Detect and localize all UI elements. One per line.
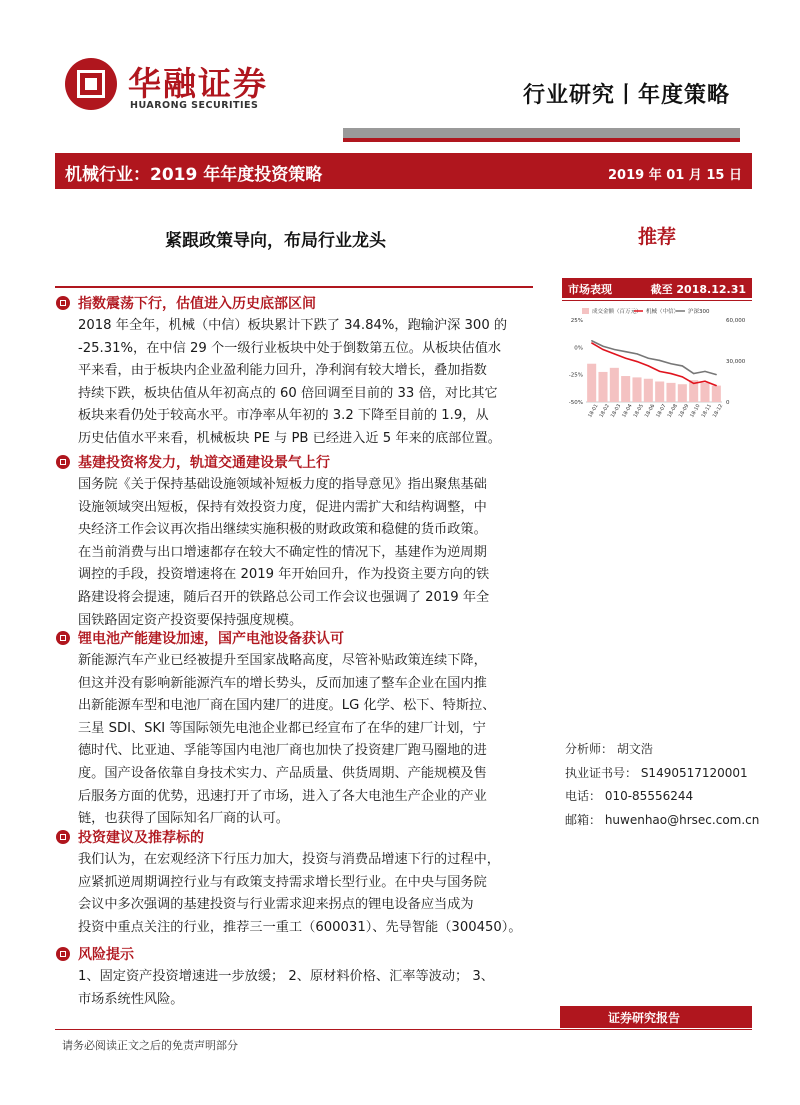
body-line: 出新能源车型和电池厂商在国内建厂的进度。LG 化学、松下、特斯拉、 bbox=[78, 698, 496, 714]
mech-index-point bbox=[636, 361, 637, 362]
y-tick-label: 25% bbox=[570, 318, 583, 324]
x-tick-label: 18-02 bbox=[598, 403, 611, 419]
volume-bar bbox=[621, 376, 630, 402]
report-tag bbox=[560, 1006, 752, 1028]
body-line: 路建设将会提速，随后召开的铁路总公司工作会议也强调了 2019 年全 bbox=[78, 589, 490, 605]
body-line: 后服务方面的优势，迅速打开了市场，进入了各大电池生产企业的产业 bbox=[78, 788, 487, 804]
legend-label: 机械（中信） bbox=[646, 309, 680, 315]
hs300-point bbox=[704, 371, 705, 372]
legend-label: 沪深300 bbox=[688, 309, 710, 315]
rating-badge: 推荐 bbox=[638, 226, 677, 248]
x-tick-label: 18-01 bbox=[587, 403, 600, 419]
body-line: 持续下跌，板块估值从年初高点的 60 倍回调至目前的 33 倍，对比其它 bbox=[78, 385, 498, 401]
header-divider bbox=[343, 128, 740, 138]
body-line: 板块来看仍处于较高水平。市净率从年初的 3.2 下降至目前的 1.9，从 bbox=[78, 408, 489, 424]
report-subtitle: 紧跟政策导向，布局行业龙头 bbox=[165, 231, 386, 251]
body-line: 度。国产设备依靠自身技术实力、产品质量、供货周期、产能规模及售 bbox=[78, 765, 487, 781]
volume-bar bbox=[644, 379, 653, 402]
volume-bar bbox=[610, 368, 619, 402]
report-type: 行业研究丨年度策略 bbox=[522, 83, 730, 108]
body-line: 我们认为，在宏观经济下行压力加大，投资与消费品增速下行的过程中， bbox=[78, 852, 500, 867]
side-divider bbox=[562, 300, 752, 301]
mech-index-point bbox=[693, 383, 694, 384]
report-title: 机械行业：2019 年年度投资策略 bbox=[65, 165, 323, 185]
market-performance-chart bbox=[562, 302, 752, 420]
body-line: 1、固定资产投资增速进一步放缓； 2、原材料价格、汇率等波动； 3、 bbox=[78, 969, 494, 984]
mech-index-point bbox=[591, 342, 592, 343]
section-body bbox=[78, 966, 494, 1011]
volume-bar bbox=[587, 364, 596, 402]
content-divider bbox=[55, 286, 533, 288]
hs300-point bbox=[648, 358, 649, 359]
volume-bar bbox=[666, 383, 675, 402]
body-line: 新能源汽车产业已经被提升至国家战略高度，尽管补贴政策连续下降， bbox=[78, 653, 487, 668]
mech-index-point bbox=[614, 353, 615, 354]
hs300-point bbox=[591, 340, 592, 341]
body-line: 设施领域突出短板，保持有效投资力度，促进内需扩大和结构调整，中 bbox=[78, 499, 487, 515]
volume-bar bbox=[598, 372, 607, 402]
hs300-point bbox=[682, 365, 683, 366]
footer-divider bbox=[55, 1029, 752, 1030]
section-body bbox=[78, 650, 495, 831]
x-tick-label: 18-05 bbox=[632, 403, 645, 419]
x-tick-label: 18-12 bbox=[711, 403, 725, 419]
report-date: 2019 年 01 月 15 日 bbox=[608, 168, 742, 183]
hs300-point bbox=[614, 349, 615, 350]
y-tick-label: 0% bbox=[574, 345, 583, 352]
x-tick-label: 18-06 bbox=[643, 403, 657, 419]
market-performance-header bbox=[562, 278, 752, 298]
hs300-point bbox=[602, 346, 603, 347]
section-body bbox=[78, 315, 507, 451]
volume-bar bbox=[712, 386, 721, 402]
section-bullet-icon bbox=[56, 296, 70, 310]
report-tag-label: 证券研究报告 bbox=[608, 1011, 681, 1025]
analyst-name: 分析师： 胡文浩 bbox=[565, 742, 653, 756]
section-bullet-icon bbox=[56, 455, 70, 469]
volume-bar bbox=[678, 384, 687, 402]
body-line: 应紧抓逆周期调控行业与有政策支持需求增长型行业。在中央与国务院 bbox=[78, 874, 487, 890]
y2-tick-label: 0 bbox=[726, 400, 730, 406]
section-body bbox=[78, 474, 489, 632]
section-title: 投资建议及推荐标的 bbox=[78, 830, 204, 846]
section-title: 锂电池产能建设加速，国产电池设备获认可 bbox=[78, 631, 344, 647]
hs300-point bbox=[670, 363, 671, 364]
hs300-point bbox=[636, 353, 637, 354]
mech-index-point bbox=[659, 371, 660, 372]
section-title: 风险提示 bbox=[78, 947, 134, 963]
body-line: 市场系统性风险。 bbox=[78, 991, 184, 1007]
company-name-en: HUARONG SECURITIES bbox=[130, 100, 259, 111]
body-line: 投资中重点关注的行业，推荐三一重工（600031）、先导智能（300450）。 bbox=[78, 919, 522, 935]
analyst-license: 执业证书号： S1490517120001 bbox=[565, 765, 748, 780]
body-line: 国铁路固定资产投资要保持强度规模。 bbox=[78, 612, 303, 628]
y2-tick-label: 30,000 bbox=[726, 359, 746, 365]
body-line: 国务院《关于保持基础设施领域补短板力度的指导意见》指出聚焦基础 bbox=[78, 477, 487, 492]
section-title: 基建投资将发力，轨道交通建设景气上行 bbox=[78, 455, 330, 471]
body-line: 平来看，由于板块内企业盈利能力回升，净利润有较大增长，叠加指数 bbox=[78, 363, 487, 379]
volume-bar bbox=[700, 383, 709, 402]
analyst-info bbox=[565, 738, 759, 832]
hs300-point bbox=[625, 351, 626, 352]
x-tick-label: 18-04 bbox=[621, 403, 634, 419]
market-performance-label: 市场表现 bbox=[568, 283, 612, 296]
x-tick-label: 18-11 bbox=[700, 403, 713, 419]
legend-label: 成交金额（百万元） bbox=[592, 309, 642, 315]
hs300-point bbox=[693, 373, 694, 374]
section-bullet-icon bbox=[56, 830, 70, 844]
y2-tick-label: 60,000 bbox=[726, 318, 746, 324]
x-tick-label: 18-03 bbox=[609, 403, 623, 419]
mech-index-point bbox=[704, 381, 705, 382]
x-tick-label: 18-07 bbox=[655, 403, 668, 419]
body-line: 在当前消费与出口增速都存在较大不确定性的情况下，基建作为逆周期 bbox=[78, 544, 487, 560]
as-of-date: 截至 2018.12.31 bbox=[650, 283, 746, 296]
hs300-point bbox=[716, 374, 717, 375]
section-title: 指数震荡下行，估值进入历史底部区间 bbox=[78, 296, 316, 312]
x-tick-label: 18-09 bbox=[677, 403, 691, 419]
mech-index-point bbox=[602, 349, 603, 350]
body-line: 历史估值水平来看，机械板块 PE 与 PB 已经进入近 5 年来的底部位置。 bbox=[78, 430, 501, 446]
body-line: 2018 年全年，机械（中信）板块累计下跌了 34.84%，跑输沪深 300 的 bbox=[78, 318, 508, 333]
section-body bbox=[78, 849, 522, 939]
analyst-email: 邮箱： huwenhao@hrsec.com.cn bbox=[565, 812, 760, 827]
section-bullet-icon bbox=[56, 947, 70, 961]
body-line: 三星 SDI、SKI 等国际领先电池企业都已经宣布了在华的建厂计划，宁 bbox=[78, 720, 486, 736]
body-line: 央经济工作会议再次指出继续实施积极的财政政策和稳健的货币政策。 bbox=[78, 522, 487, 538]
mech-index-point bbox=[716, 385, 717, 386]
company-name-cn: 华融证券 bbox=[128, 64, 268, 103]
body-line: 德时代、比亚迪、孚能等国内电池厂商也加快了投资建厂跑马圈地的进 bbox=[78, 743, 487, 759]
y-tick-label: -25% bbox=[568, 372, 583, 379]
volume-bar bbox=[655, 382, 664, 403]
y-tick-label: -50% bbox=[568, 400, 583, 406]
x-tick-label: 18-10 bbox=[689, 403, 702, 419]
body-line: 链，也获得了国际知名厂商的认可。 bbox=[78, 811, 289, 827]
hs300-point bbox=[659, 360, 660, 361]
body-line: -25.31%，在中信 29 个一级行业板块中处于倒数第五位。从板块估值水 bbox=[78, 340, 502, 356]
mech-index-point bbox=[670, 373, 671, 374]
mech-index-point bbox=[648, 365, 649, 366]
mech-index-point bbox=[682, 376, 683, 377]
body-line: 会议中多次强调的基建投资与行业需求迎来拐点的锂电设备应当成为 bbox=[78, 897, 474, 913]
analyst-phone: 电话： 010-85556244 bbox=[565, 789, 694, 804]
volume-bar bbox=[632, 377, 641, 402]
x-tick-label: 18-08 bbox=[666, 403, 679, 419]
legend-swatch bbox=[582, 308, 589, 314]
disclaimer-note: 请务必阅读正文之后的免责声明部分 bbox=[62, 1039, 238, 1052]
mech-index-point bbox=[625, 358, 626, 359]
company-logo-icon bbox=[65, 58, 117, 110]
body-line: 但这并没有影响新能源汽车的增长势头，反而加速了整车企业在国内推 bbox=[78, 675, 487, 691]
body-line: 调控的手段，投资增速将在 2019 年开始回升，作为投资主要方向的铁 bbox=[78, 567, 490, 583]
section-bullet-icon bbox=[56, 631, 70, 645]
header-divider-accent bbox=[343, 138, 740, 142]
